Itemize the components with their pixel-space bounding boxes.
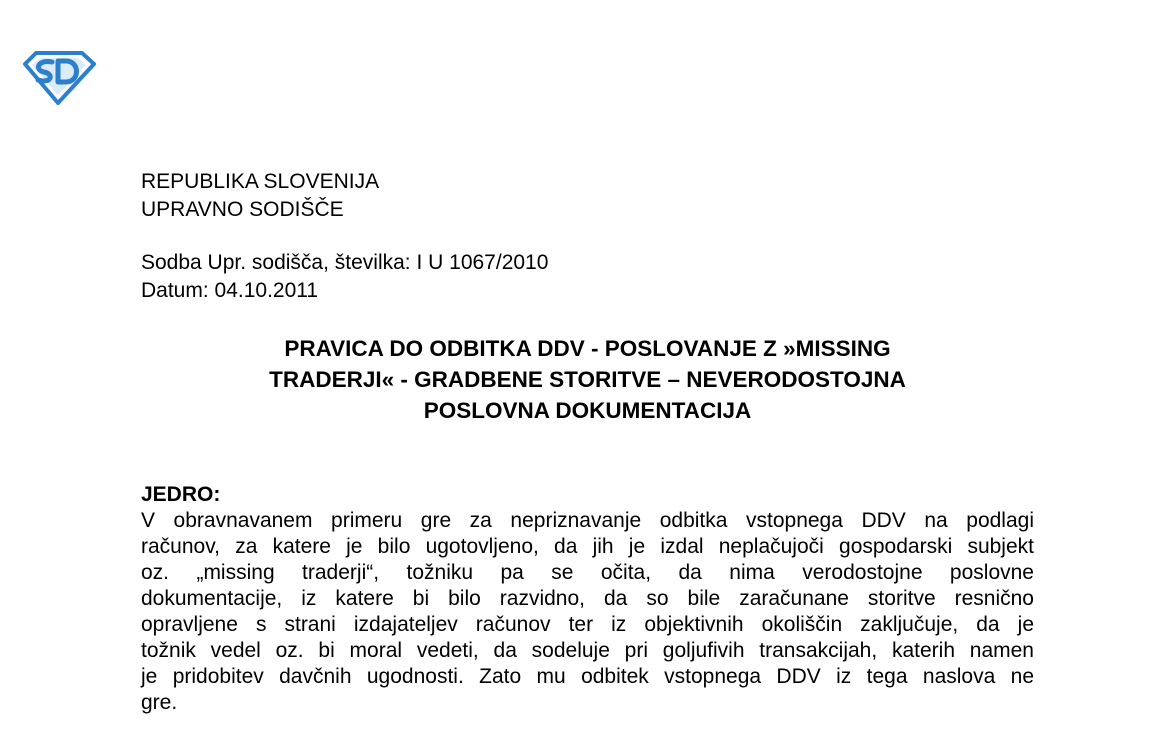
body-line: opravljene s strani izdajateljev računov ter iz objektivnih okoliščin zaključuje, da je — [141, 613, 1034, 636]
body-line: tožnik vedel oz. bi moral vedeti, da sodeluje pri goljufivih transakcijah, katerih namen — [141, 639, 1034, 662]
section-body — [141, 508, 1034, 716]
body-line: dokumentacije, iz katere bi bilo razvidno, da so bile zaračunane storitve resnično — [141, 587, 1034, 610]
court-name: UPRAVNO SODIŠČE — [141, 198, 344, 221]
document-title — [141, 333, 1034, 426]
body-line: V obravnavanem primeru gre za nepriznavanje odbitka vstopnega DDV na podlagi — [141, 509, 1034, 532]
body-line: računov, za katere je bilo ugotovljeno, da jih je izdal neplačujoči gospodarski subjekt — [141, 535, 1034, 558]
title-line: POSLOVNA DOKUMENTACIJA — [423, 398, 752, 423]
title-line: TRADERJI« - GRADBENE STORITVE – NEVERODOSTOJNA — [269, 367, 906, 392]
judgment-meta — [141, 249, 548, 305]
body-line: oz. „missing traderji“, tožniku pa se očita, da nima verodostojne poslovne — [141, 561, 1034, 584]
judgment-number: Sodba Upr. sodišča, številka: I U 1067/2010 — [141, 251, 549, 274]
body-line: je pridobitev davčnih ugodnosti. Zato mu odbitek vstopnega DDV iz tega naslova ne — [141, 665, 1034, 688]
section-heading: JEDRO: — [141, 483, 221, 506]
court-header — [141, 168, 379, 224]
judgment-date: Datum: 04.10.2011 — [141, 279, 319, 302]
sd-shield-logo-icon — [22, 50, 96, 106]
country-name: REPUBLIKA SLOVENIJA — [141, 170, 380, 193]
body-line: gre. — [141, 691, 178, 714]
title-line: PRAVICA DO ODBITKA DDV - POSLOVANJE Z »MISSING — [284, 336, 891, 361]
